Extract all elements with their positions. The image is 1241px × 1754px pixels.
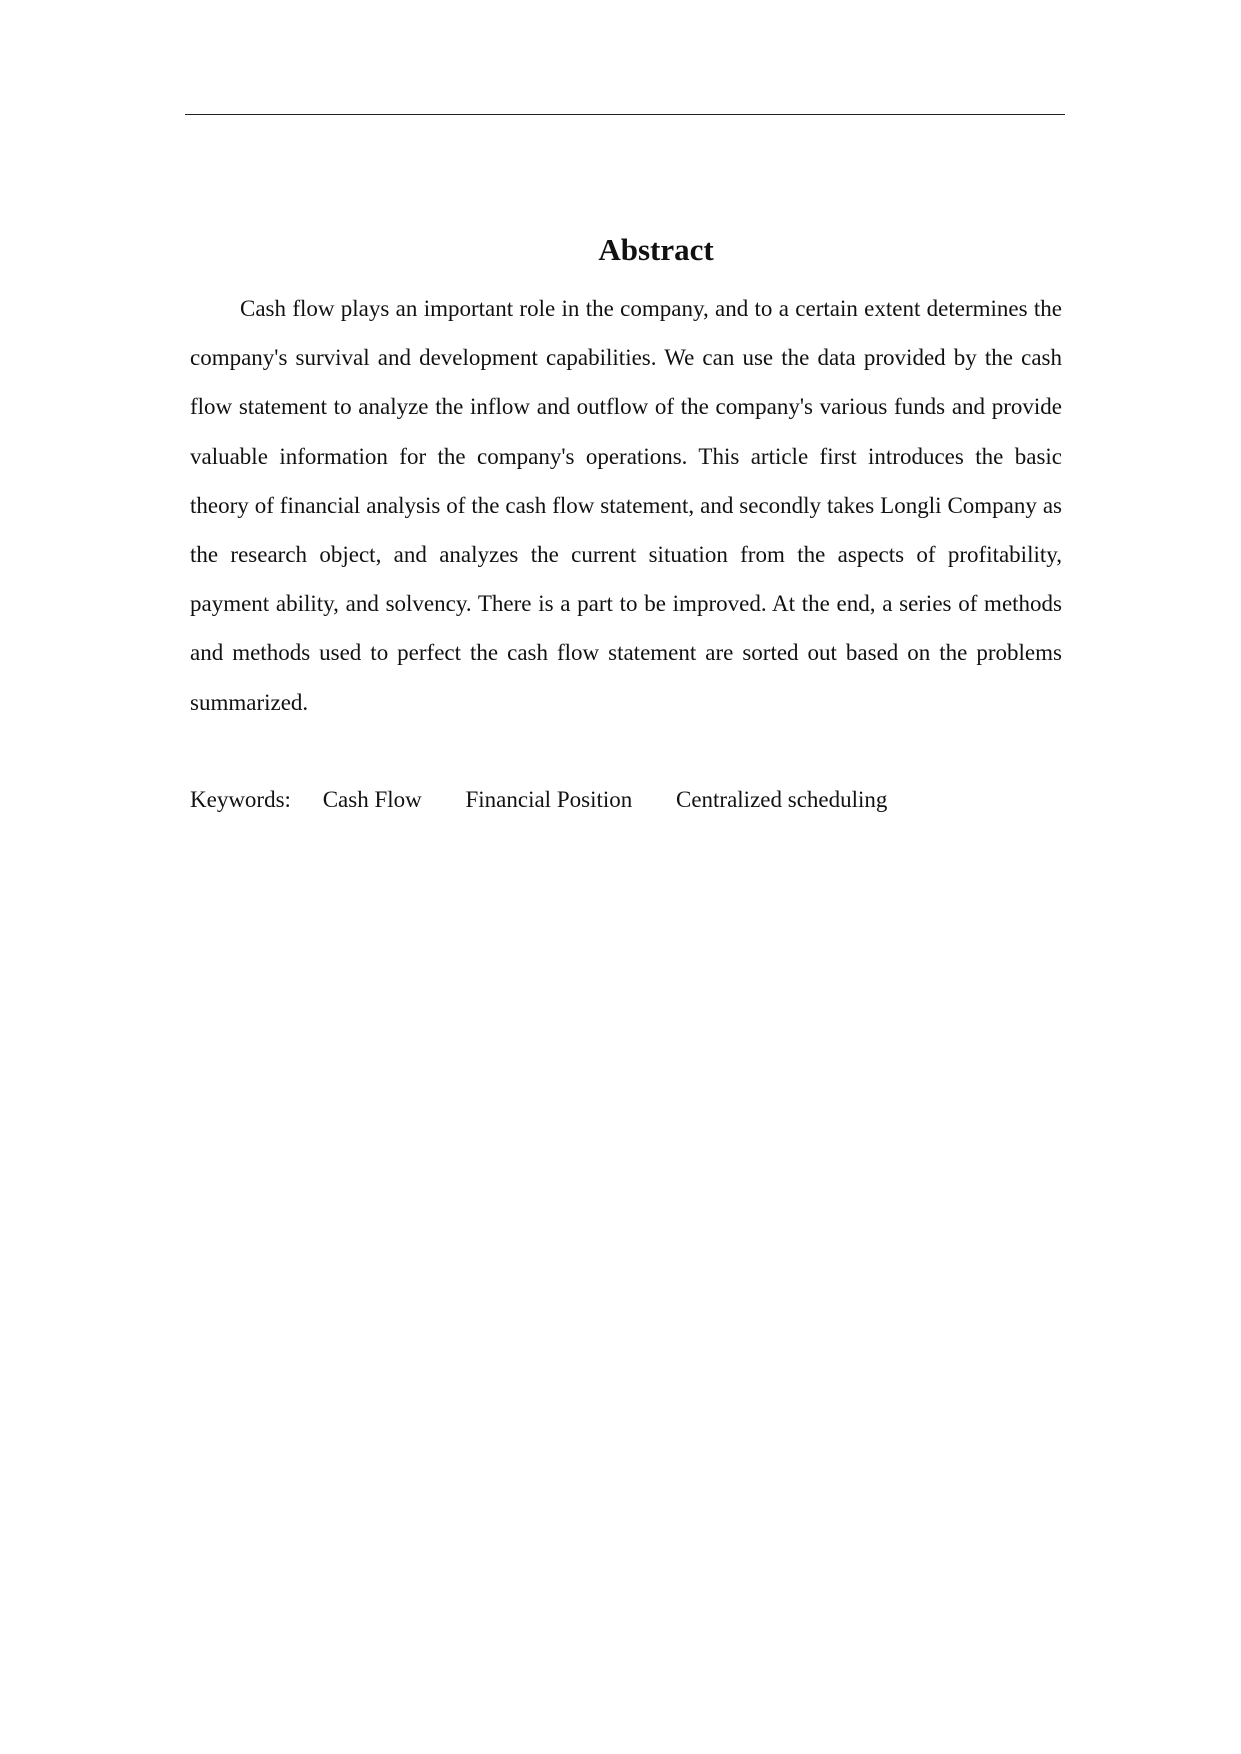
- keyword-item: Cash Flow: [322, 787, 422, 812]
- header-rule: [185, 114, 1065, 115]
- abstract-title: Abstract: [598, 232, 714, 267]
- keywords-label: Keywords:: [190, 787, 291, 812]
- keyword-item: Centralized scheduling: [675, 787, 888, 812]
- keyword-item: Financial Position: [465, 787, 633, 812]
- keywords-line: [190, 775, 1062, 824]
- abstract-body: Cash flow plays an important role in the company, and to a certain extent determines the company's survival and development capabilities. We can use the data provided by the cash flow statement to analyze the inflow and outflow of the company's various funds and provide valuable information for the company's operations. This article first introduces the basic theory of financial analysis of the cash flow statement, and secondly takes Longli Company as the research object, and analyzes the current situation from the aspects of profitability, payment ability, and solvency. There is a part to be improved. At the end, a series of methods and methods used to perfect the cash flow statement are sorted out based on the problems summarized.: [190, 296, 1062, 715]
